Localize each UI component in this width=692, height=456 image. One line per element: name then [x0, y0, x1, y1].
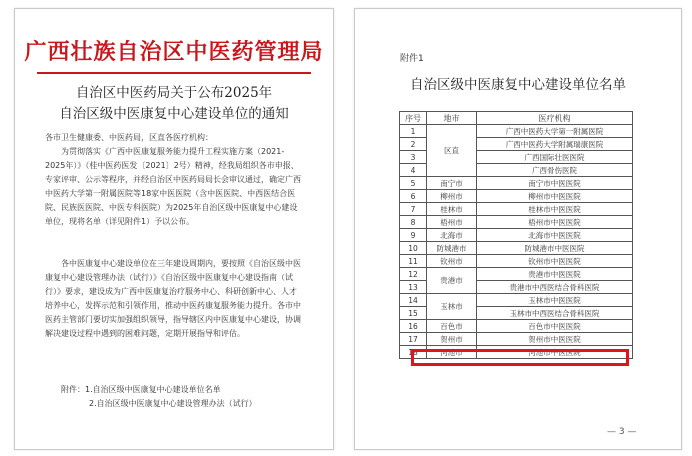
row-city: 防城港市: [427, 242, 477, 255]
row-org: 玉林市中西医结合骨科医院: [477, 307, 633, 320]
row-org: 贵港市中西医结合骨科医院: [477, 281, 633, 294]
row-no: 16: [400, 320, 427, 333]
table-row: [400, 242, 633, 255]
row-city: 南宁市: [427, 177, 477, 190]
row-org: 南宁市中医医院: [477, 177, 633, 190]
row-org: 北海市中医医院: [477, 229, 633, 242]
row-city: 区直: [427, 125, 477, 177]
table-row: [400, 333, 633, 346]
row-no: 9: [400, 229, 427, 242]
row-org: 钦州市中医医院: [477, 255, 633, 268]
salutation-text: 各市卫生健康委、中医药局，区直各医疗机构：: [45, 133, 213, 142]
row-no: 6: [400, 190, 427, 203]
row-org: 柳州市中医医院: [477, 190, 633, 203]
header-city: 地市: [427, 112, 477, 125]
row-city: 贵港市: [427, 268, 477, 294]
row-org: 防城港市中医医院: [477, 242, 633, 255]
row-no: 17: [400, 333, 427, 346]
table-row: [400, 229, 633, 242]
paragraph-1: [45, 145, 303, 229]
row-no: 14: [400, 294, 427, 307]
row-org: 广西骨伤医院: [477, 164, 633, 177]
table-row: [400, 216, 633, 229]
table-row: [400, 320, 633, 333]
row-city: 梧州市: [427, 216, 477, 229]
row-org: 广西中医药大学附属瑞康医院: [477, 138, 633, 151]
row-no: 4: [400, 164, 427, 177]
row-no: 2: [400, 138, 427, 151]
row-city: 柳州市: [427, 190, 477, 203]
row-org: 百色市中医医院: [477, 320, 633, 333]
doc-title-line1: 自治区中医药局关于公布2025年: [75, 85, 273, 101]
row-city: 桂林市: [427, 203, 477, 216]
row-org: 广西国际壮医医院: [477, 151, 633, 164]
row-org: 玉林市中医医院: [477, 294, 633, 307]
table-row: [400, 268, 633, 281]
row-city: 北海市: [427, 229, 477, 242]
paragraph-1-text: 为贯彻落实《广西中医康复服务能力提升工程实施方案（2021-2025年）》（桂中医药医发〔2021〕2号）精神，经我局组织各市申报、专家评审、公示等程序，并经自治区中医药局局长会审议通过，确定广西中医药大学第一附属医院等18家中医医院（含中医医院、中西医结合医院、民族医医院、中医专科医院）为2025年自治区级中医康复中心建设单位，现将名单（详见附件1）予以公布。: [45, 147, 301, 226]
highlight-box: [411, 349, 629, 366]
attachments-label: 附件：: [61, 385, 85, 394]
row-city: 贺州市: [427, 333, 477, 346]
paragraph-2: [45, 257, 303, 341]
org-title: 广西壮族自治区中医药管理局: [24, 39, 324, 65]
row-no: 8: [400, 216, 427, 229]
page-number: — 3 —: [607, 427, 637, 437]
row-no: 11: [400, 255, 427, 268]
table-body: [400, 125, 633, 359]
row-no: 12: [400, 268, 427, 281]
attachments: [45, 383, 303, 411]
table-header-row: [400, 112, 633, 125]
header-no: 序号: [400, 112, 427, 125]
row-no: 3: [400, 151, 427, 164]
row-org: 贵港市中医医院: [477, 268, 633, 281]
row-org: 梧州市中医医院: [477, 216, 633, 229]
salutation: [45, 131, 303, 145]
list-title: 自治区级中医康复中心建设单位名单: [410, 77, 626, 93]
row-org: 桂林市中医医院: [477, 203, 633, 216]
row-city: 百色市: [427, 320, 477, 333]
table-row: [400, 177, 633, 190]
row-city: 钦州市: [427, 255, 477, 268]
table-row: [400, 255, 633, 268]
row-no: 10: [400, 242, 427, 255]
row-city: 玉林市: [427, 294, 477, 320]
row-no: 7: [400, 203, 427, 216]
row-org: 河池市中医医院: [477, 346, 633, 359]
row-no: 18: [400, 346, 427, 359]
row-no: 13: [400, 281, 427, 294]
annex-label: 附件1: [400, 54, 424, 64]
row-no: 5: [400, 177, 427, 190]
header-org: 医疗机构: [477, 112, 633, 125]
paragraph-2-text: 各中医康复中心建设单位在三年建设周期内，要按照《自治区级中医康复中心建设管理办法（试行）》《自治区级中医康复中心建设指南（试行）》要求，建设成为广西中医康复治疗服务中心、科研创新中心、人才培养中心，发挥示范和引领作用，推动中医药康复服务能力提升。各市中医药主管部门要切实加强组织领导，指导辖区内中医康复中心建设，协调解决建设过程中遇到的困难问题，定期开展指导和评估。: [45, 259, 301, 338]
row-org: 广西中医药大学第一附属医院: [477, 125, 633, 138]
table-row: [400, 125, 633, 138]
table-row: [400, 190, 633, 203]
table-row: [400, 294, 633, 307]
row-org: 贺州市中医医院: [477, 333, 633, 346]
annex-page: [354, 8, 682, 450]
notice-page: [14, 8, 334, 450]
row-city: 河池市: [427, 346, 477, 359]
attachment-line-1: [45, 383, 303, 397]
attachment-1: 1.自治区级中医康复中心建设单位名单: [85, 385, 221, 394]
doc-title-line2: 自治区级中医康复中心建设单位的通知: [59, 106, 289, 122]
red-header-line: [37, 72, 311, 74]
units-table: [399, 111, 633, 359]
row-no: 1: [400, 125, 427, 138]
attachment-2: 2.自治区级中医康复中心建设管理办法（试行）: [89, 399, 257, 408]
row-no: 15: [400, 307, 427, 320]
table-row: [400, 203, 633, 216]
